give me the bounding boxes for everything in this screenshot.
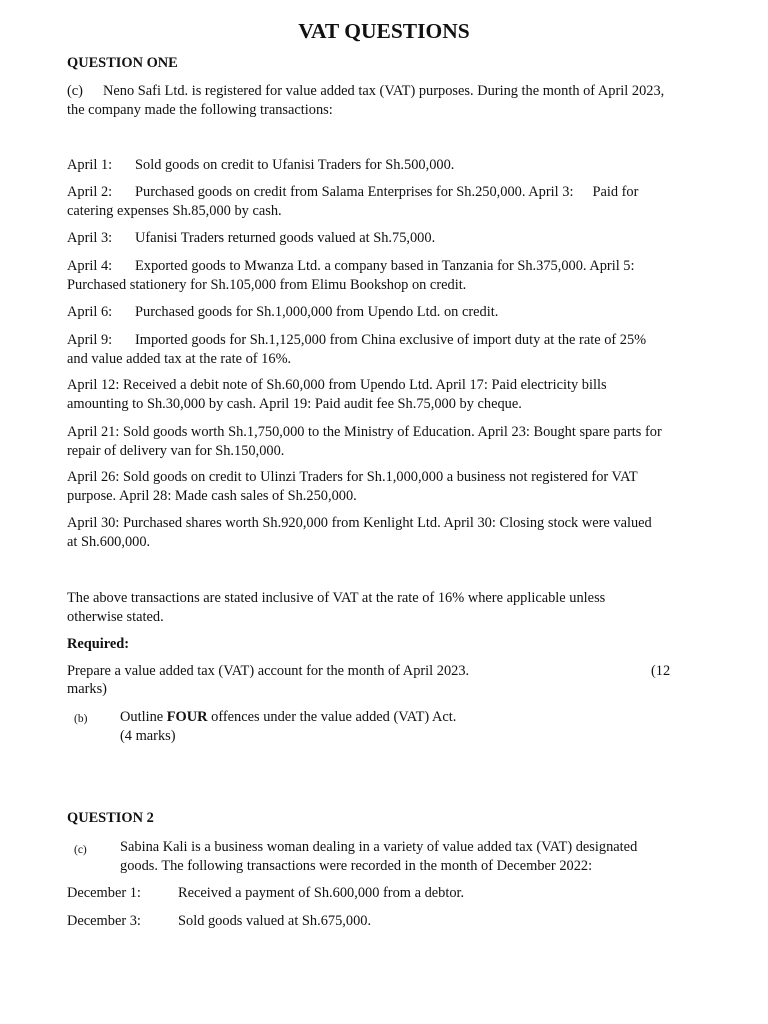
tx-text: April 12: Received a debit note of Sh.60,000 from Upendo Ltd. April 17: Paid electricity bills: [67, 377, 607, 393]
transaction-april-4: [67, 257, 712, 294]
tx-date: April 9:: [67, 332, 113, 348]
vat-inclusive-note: [67, 589, 712, 626]
prepare-marks: (12: [651, 663, 671, 679]
tx-text: April 26: Sold goods on credit to Ulinzi Traders for Sh.1,000,000 a business not registered for VAT: [67, 469, 638, 485]
transaction-april-30: [67, 514, 712, 551]
tx-date: April 3:: [67, 230, 113, 246]
tx-text: Sold goods on credit to Ufanisi Traders for Sh.500,000.: [135, 157, 455, 173]
prepare-instruction: Prepare a value added tax (VAT) account for the month of April 2023.: [67, 663, 470, 679]
tx-date: April 6:: [67, 304, 113, 320]
q2-part-c-label: (c): [74, 844, 87, 856]
q1-part-b-text: [120, 708, 680, 745]
tx-text: Exported goods to Mwanza Ltd. a company based in Tanzania for Sh.375,000. April 5:: [135, 258, 635, 274]
q1-part-c-label: (c): [67, 83, 83, 99]
q2-intro-line2: goods. The following transactions were recorded in the month of December 2022:: [120, 857, 593, 874]
tx-text-line2: Purchased stationery for Sh.105,000 from Elimu Bookshop on credit.: [67, 276, 467, 293]
note-line2: otherwise stated.: [67, 608, 164, 625]
tx-text-line2: amounting to Sh.30,000 by cash. April 19: Paid audit fee Sh.75,000 by cheque.: [67, 395, 522, 412]
tx-date: December 1:: [67, 885, 141, 901]
tx-text-line2: catering expenses Sh.85,000 by cash.: [67, 202, 282, 219]
transaction-april-26: [67, 468, 712, 505]
transaction-april-1: [67, 156, 712, 175]
transaction-april-21: [67, 423, 712, 460]
transaction-april-3: [67, 229, 712, 248]
transaction-april-12: [67, 376, 712, 413]
part-b-pre: Outline: [120, 709, 167, 725]
tx-text-line2: repair of delivery van for Sh.150,000.: [67, 442, 285, 459]
tx-text: April 21: Sold goods worth Sh.1,750,000 to the Ministry of Education. April 23: Bought spare parts for: [67, 424, 662, 440]
tx-text: Imported goods for Sh.1,125,000 from China exclusive of import duty at the rate of 25%: [135, 332, 647, 348]
q1-part-c-intro: [67, 82, 712, 119]
required-label: Required:: [67, 636, 130, 652]
transaction-april-9: [67, 331, 712, 368]
transaction-april-6: [67, 303, 712, 322]
q2-intro: [120, 838, 720, 875]
q1-intro-text1: Neno Safi Ltd. is registered for value added tax (VAT) purposes. During the month of April 2023,: [103, 83, 665, 99]
question-two-heading: QUESTION 2: [67, 810, 154, 826]
tx-date: April 4:: [67, 258, 113, 274]
tx-text-line2: purpose. April 28: Made cash sales of Sh.250,000.: [67, 487, 357, 504]
part-b-marks: (4 marks): [120, 727, 176, 744]
tx-text-tail: Paid for: [592, 184, 639, 200]
transaction-december-1: [67, 884, 712, 903]
tx-text-line2: and value added tax at the rate of 16%.: [67, 350, 292, 367]
q1-intro-line2: the company made the following transactions:: [67, 101, 333, 118]
tx-text: Ufanisi Traders returned goods valued at Sh.75,000.: [135, 230, 436, 246]
tx-date: April 2:: [67, 184, 113, 200]
tx-date: April 1:: [67, 157, 113, 173]
question-one-heading: QUESTION ONE: [67, 55, 178, 71]
tx-text: Purchased goods on credit from Salama Enterprises for Sh.250,000. April 3:: [135, 184, 574, 200]
document-title: VAT QUESTIONS: [298, 19, 470, 43]
tx-text: Sold goods valued at Sh.675,000.: [178, 913, 372, 929]
tx-text: Purchased goods for Sh.1,000,000 from Upendo Ltd. on credit.: [135, 304, 499, 320]
q1-part-b-label: (b): [74, 713, 88, 725]
tx-text: Received a payment of Sh.600,000 from a debtor.: [178, 885, 465, 901]
q1-intro-line1: [67, 82, 712, 101]
part-b-post: offences under the value added (VAT) Act.: [207, 709, 457, 725]
tx-date: December 3:: [67, 913, 141, 929]
transaction-april-2: [67, 183, 712, 220]
tx-text: April 30: Purchased shares worth Sh.920,000 from Kenlight Ltd. April 30: Closing stock were valued: [67, 515, 652, 531]
transaction-december-3: [67, 912, 712, 931]
prepare-marks-cont: marks): [67, 681, 107, 697]
q2-intro-line1: Sabina Kali is a business woman dealing in a variety of value added tax (VAT) designated: [120, 839, 638, 855]
tx-text-line2: at Sh.600,000.: [67, 533, 151, 550]
part-b-bold: FOUR: [166, 709, 208, 725]
note-line1: The above transactions are stated inclusive of VAT at the rate of 16% where applicable unless: [67, 590, 606, 606]
